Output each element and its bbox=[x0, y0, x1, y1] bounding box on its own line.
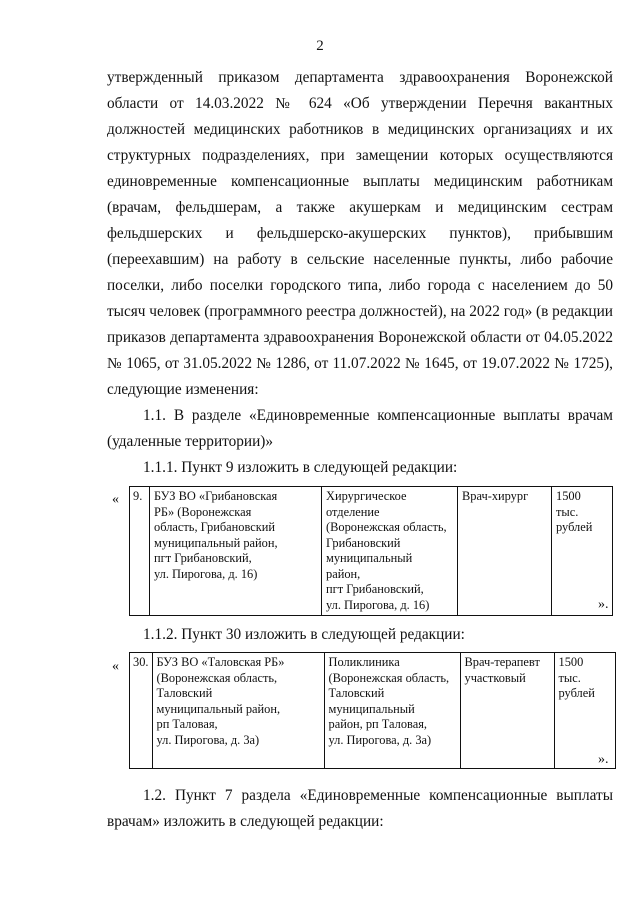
position-cell: Врач-терапевт участковый bbox=[460, 653, 554, 769]
section-heading: 1.2. Пункт 7 раздела «Единовременные компенсационные выплаты bbox=[143, 787, 613, 804]
paragraph-line: следующие изменения: bbox=[107, 381, 259, 398]
paragraph-line: тысяч человек (программного реестра должностей), на 2022 год» (в редакции bbox=[107, 303, 613, 320]
paragraph-line: фельдшерских и фельдшерско-акушерских пунктов), прибывшим bbox=[107, 225, 613, 242]
paragraph-line: № 1065, от 31.05.2022 № 1286, от 11.07.2022 № 1645, от 19.07.2022 № 1725), bbox=[107, 355, 613, 372]
paragraph-line: поселки, либо поселки городского типа, либо города с населением до 50 bbox=[107, 277, 613, 294]
paragraph-line: единовременные компенсационные выплаты медицинским работникам bbox=[107, 173, 613, 190]
position-cell: Врач-хирург bbox=[458, 487, 552, 616]
organization-cell: БУЗ ВО «Грибановская РБ» (Воронежская область, Грибановский муниципальный район, пгт Грибановский, ул. Пирогова, д. 16) bbox=[150, 487, 322, 616]
organization-cell: БУЗ ВО «Таловская РБ» (Воронежская область, Таловский муниципальный район, рп Таловая, ул. Пирогова, д. 3а) bbox=[152, 653, 324, 769]
paragraph-line: (переехавшим) на работу в сельские населенные пункты, либо рабочие bbox=[107, 251, 613, 268]
close-quote: ». bbox=[598, 597, 609, 612]
paragraph-line: структурных подразделениях, при замещении которых осуществляются bbox=[107, 147, 613, 164]
amount-cell: 1500 тыс. рублей bbox=[554, 653, 615, 769]
replacement-table-2 bbox=[129, 652, 616, 769]
paragraph-line: должностей медицинских работников в медицинских организациях и их bbox=[107, 121, 613, 138]
row-number: 9. bbox=[130, 487, 150, 616]
section-heading: (удаленные территории)» bbox=[107, 433, 274, 450]
paragraph-line: утвержденный приказом департамента здравоохранения Воронежской bbox=[107, 69, 613, 86]
section-heading: 1.1. В разделе «Единовременные компенсационные выплаты врачам bbox=[143, 407, 613, 424]
replacement-table-1 bbox=[129, 486, 613, 616]
open-quote: « bbox=[112, 492, 119, 507]
row-number: 30. bbox=[130, 653, 153, 769]
department-cell: Хирургическое отделение (Воронежская область, Грибановский муниципальный район, пгт Грибановский, ул. Пирогова, д. 16) bbox=[322, 487, 458, 616]
open-quote: « bbox=[112, 659, 119, 674]
item-heading: 1.1.2. Пункт 30 изложить в следующей редакции: bbox=[143, 626, 465, 643]
paragraph-line: (врачам, фельдшерам, а также акушеркам и медицинским сестрам bbox=[107, 199, 613, 216]
page-number: 2 bbox=[316, 38, 324, 54]
section-heading: врачам» изложить в следующей редакции: bbox=[107, 813, 384, 830]
department-cell: Поликлиника (Воронежская область, Таловский муниципальный район, рп Таловая, ул. Пирогова, д. 3а) bbox=[324, 653, 460, 769]
close-quote: ». bbox=[598, 752, 609, 767]
item-heading: 1.1.1. Пункт 9 изложить в следующей редакции: bbox=[143, 459, 458, 476]
amount-cell: 1500 тыс. рублей bbox=[552, 487, 613, 616]
paragraph-line: области от 14.03.2022 № 624 «Об утверждении Перечня вакантных bbox=[107, 95, 613, 112]
paragraph-line: приказов департамента здравоохранения Воронежской области от 04.05.2022 bbox=[107, 329, 613, 346]
